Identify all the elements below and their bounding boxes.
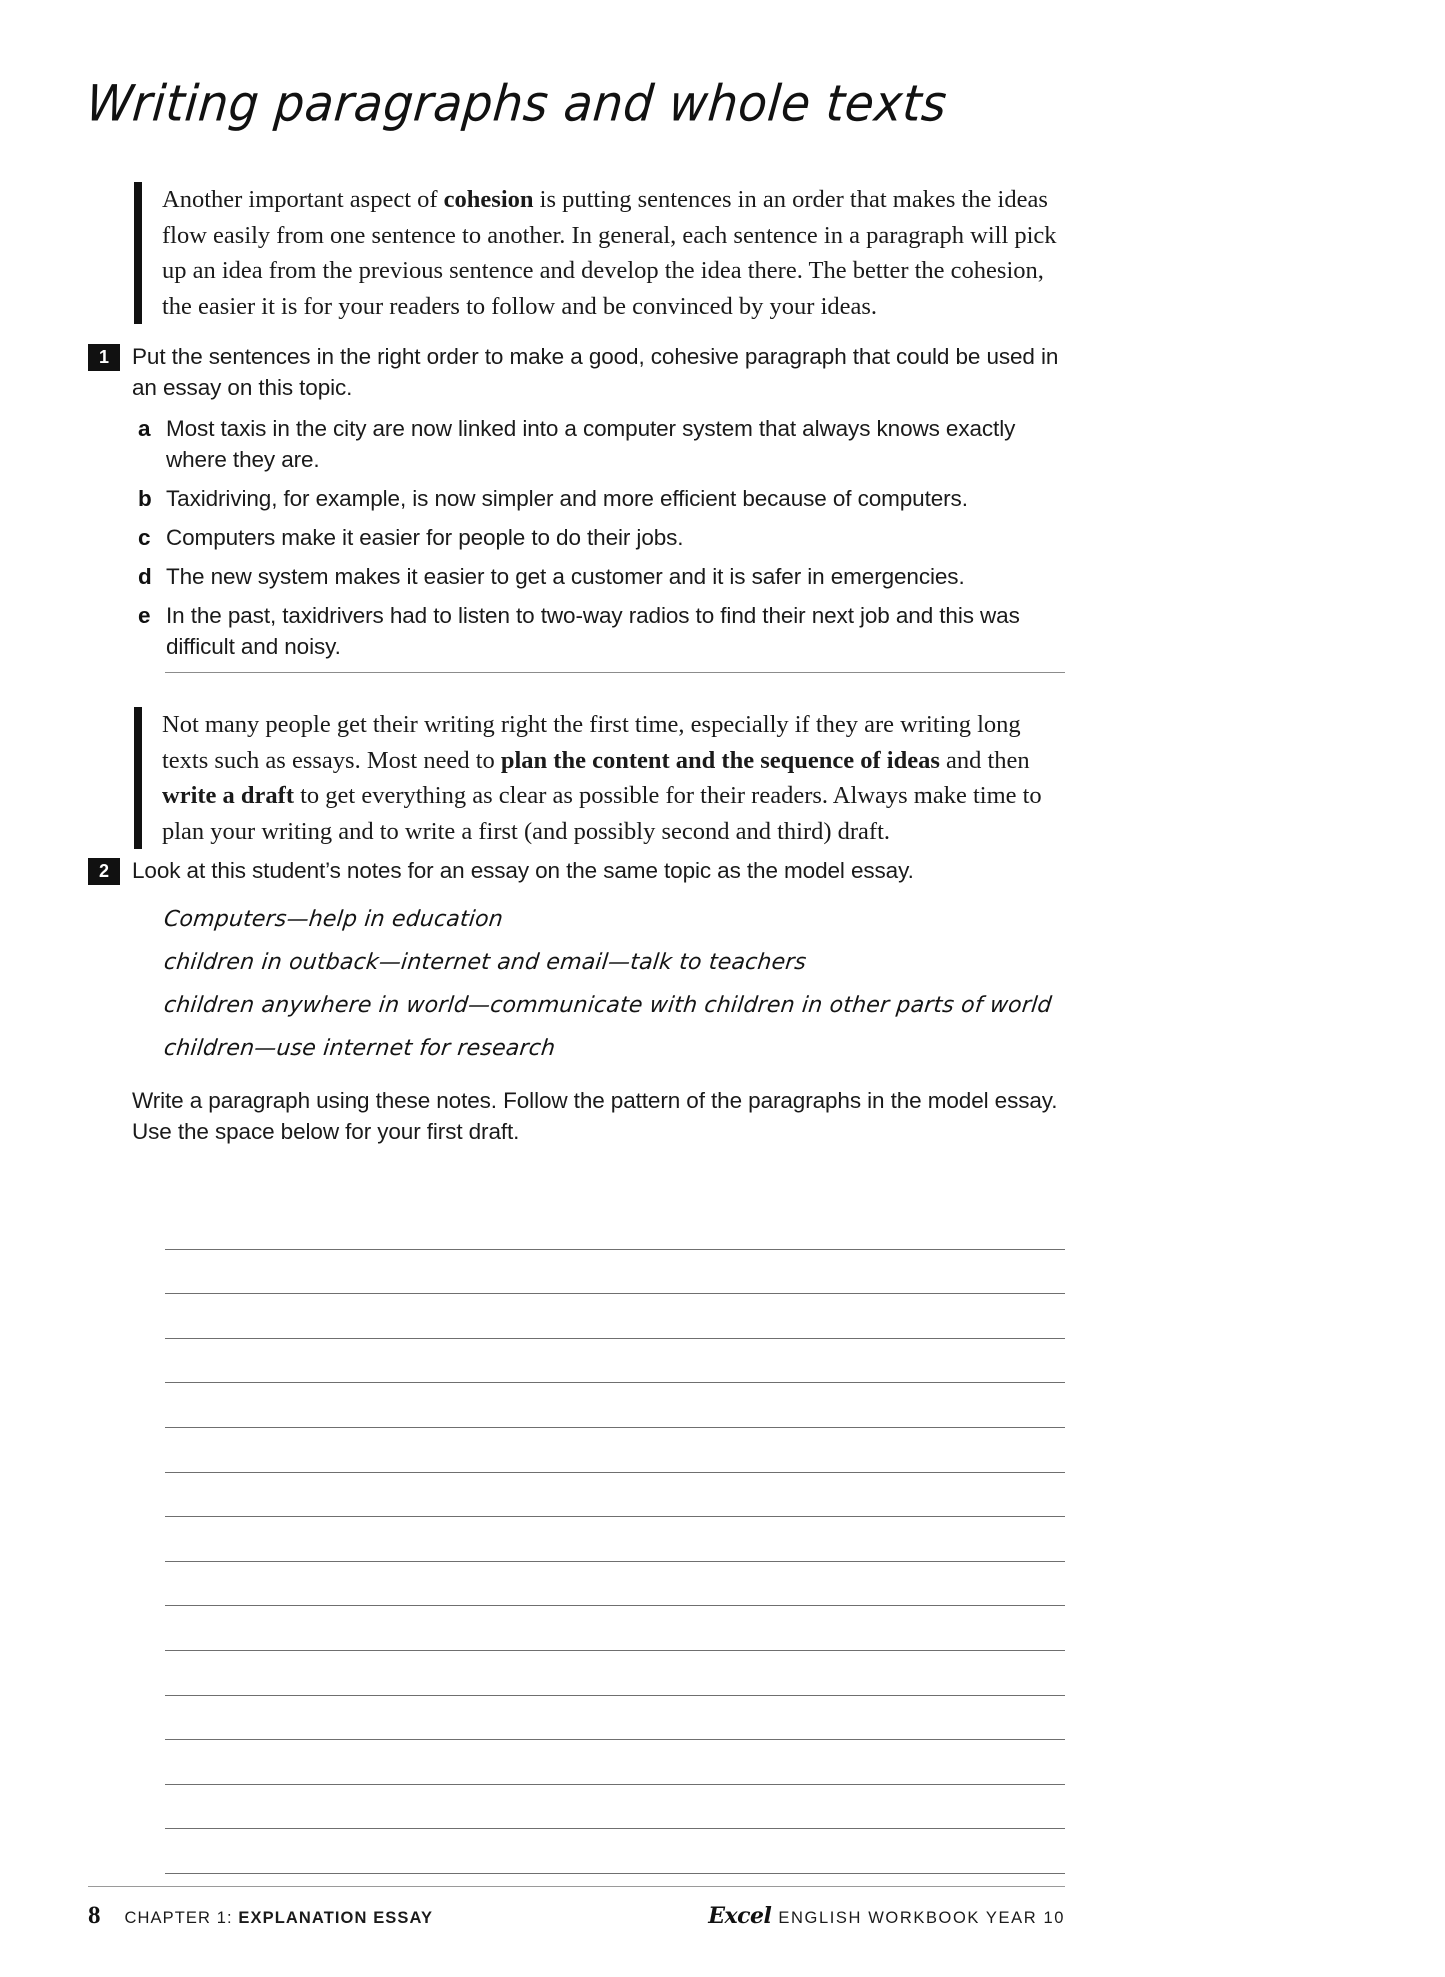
option-letter: c [138, 525, 151, 550]
footer-series-title: ENGLISH WORKBOOK YEAR 10 [778, 1909, 1065, 1927]
page-title: Writing paragraphs and whole texts [84, 74, 950, 133]
student-note-line: Computers—help in education [162, 907, 505, 932]
answer-line[interactable] [165, 1205, 1065, 1250]
answer-line[interactable] [165, 1829, 1065, 1874]
option-letter: b [138, 486, 152, 511]
draft-quote-part3: to get everything as clear as possible for their readers. Always make time to plan your writing and to write a first (and possibly second and third) draft. [162, 782, 1042, 845]
option-text: Computers make it easier for people to do their jobs. [166, 525, 684, 550]
student-note-line: children—use internet for research [162, 1036, 557, 1061]
draft-quote-part1: Not many people get their writing right the first time, especially if they are writing long texts such as essays. Most need to [162, 711, 1021, 774]
student-notes [164, 898, 1084, 1070]
answer-writing-area[interactable] [165, 1205, 1065, 1874]
draft-quote-part2: and then [939, 746, 1030, 774]
footer-chapter-name: EXPLANATION ESSAY [238, 1909, 434, 1927]
answer-line[interactable] [165, 1517, 1065, 1562]
answer-line[interactable] [165, 1428, 1065, 1473]
student-note-line: children in outback—internet and email—talk to teachers [162, 950, 808, 975]
page-number: 8 [88, 1902, 101, 1929]
option-letter: d [138, 564, 152, 589]
question-1-number: 1 [88, 344, 120, 371]
option-text: In the past, taxidrivers had to listen to two-way radios to find their next job and this was difficult and noisy. [166, 603, 1020, 659]
list-item[interactable] [132, 522, 1072, 553]
answer-line[interactable] [165, 1785, 1065, 1830]
draft-quote-block [134, 707, 1064, 849]
list-item[interactable] [132, 561, 1072, 592]
answer-line[interactable] [165, 1339, 1065, 1384]
question-2-number: 2 [88, 858, 120, 885]
question-1-text: Put the sentences in the right order to make a good, cohesive paragraph that could be used in an essay on this topic. [132, 344, 1059, 400]
intro-quote-bold-term: cohesion [443, 186, 534, 213]
answer-line[interactable] [165, 1651, 1065, 1696]
answer-line[interactable] [165, 1250, 1065, 1295]
question-1-options [132, 413, 1072, 670]
answer-line[interactable] [165, 1606, 1065, 1651]
answer-line[interactable] [165, 1740, 1065, 1785]
write-instruction-text: Write a paragraph using these notes. Follow the pattern of the paragraphs in the model essay. Use the space below for your first draft. [132, 1088, 1058, 1144]
excel-brand-logo: Excel [708, 1903, 772, 1929]
option-letter: e [138, 603, 151, 628]
intro-quote-block [134, 182, 1069, 324]
student-note-line: children anywhere in world—communicate with children in other parts of world [162, 993, 1053, 1018]
option-text: Taxidriving, for example, is now simpler and more efficient because of computers. [166, 486, 968, 511]
answer-line[interactable] [165, 1696, 1065, 1741]
section-divider [165, 672, 1065, 673]
intro-quote-before: Another important aspect of [162, 186, 444, 213]
footer-chapter [125, 1909, 434, 1928]
option-letter: a [138, 416, 151, 441]
answer-line[interactable] [165, 1294, 1065, 1339]
option-text: Most taxis in the city are now linked into a computer system that always knows exactly where they are. [166, 416, 1016, 472]
draft-quote-bold1: plan the content and the sequence of ideas [500, 746, 940, 774]
footer-rule [88, 1886, 1065, 1887]
answer-line[interactable] [165, 1383, 1065, 1428]
intro-quote-after: is putting sentences in an order that makes the ideas flow easily from one sentence to another. In general, each sentence in a paragraph will pick up an idea from the previous sentence and develop the idea there. The better the cohesion, the easier it is for your readers to follow and be convinced by your ideas. [162, 186, 1057, 320]
footer-chapter-prefix: CHAPTER 1: [124, 1909, 239, 1927]
option-text: The new system makes it easier to get a customer and it is safer in emergencies. [166, 564, 965, 589]
list-item[interactable] [132, 413, 1072, 475]
question-2-text: Look at this student’s notes for an essay on the same topic as the model essay. [132, 858, 914, 883]
list-item[interactable] [132, 600, 1072, 662]
draft-quote-bold2: write a draft [162, 782, 294, 809]
footer-left [88, 1902, 433, 1930]
answer-line[interactable] [165, 1562, 1065, 1607]
page-footer [88, 1896, 1065, 1936]
footer-right [708, 1903, 1065, 1929]
list-item[interactable] [132, 483, 1072, 514]
answer-line[interactable] [165, 1473, 1065, 1518]
